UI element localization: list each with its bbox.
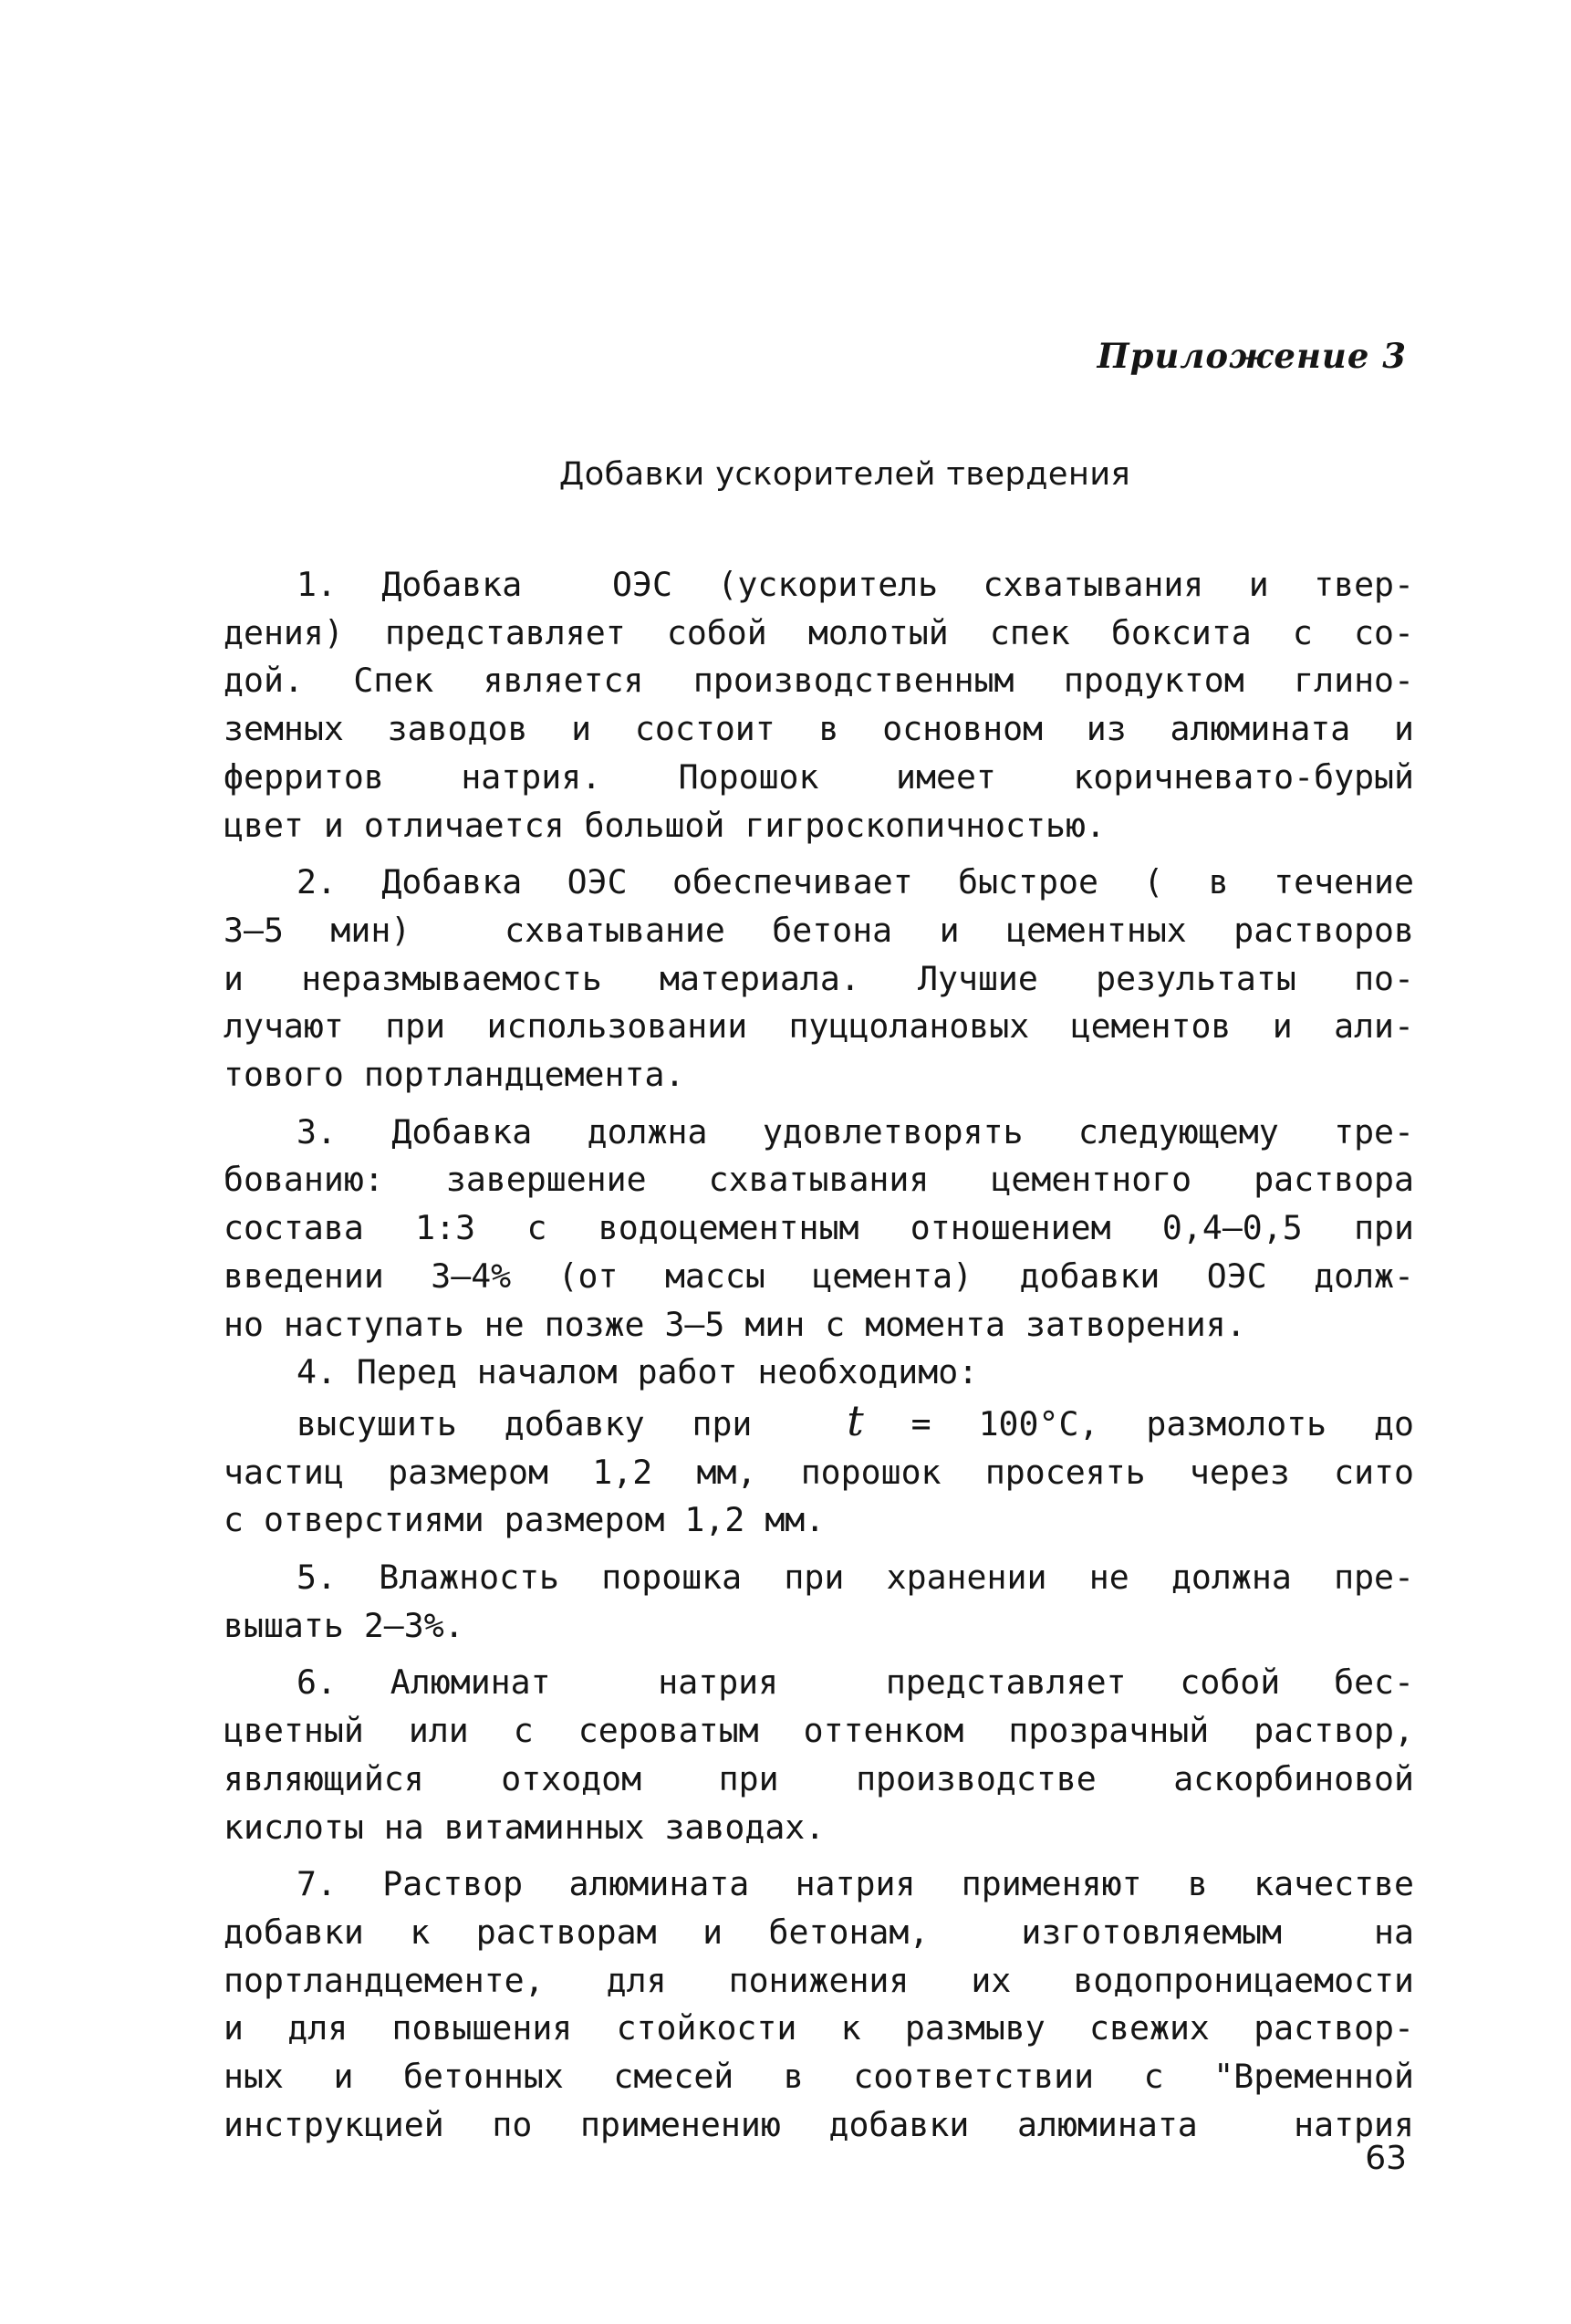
text-line: вышать 2–3%. xyxy=(224,1605,464,1645)
text-line: являющийся отходом при производстве аскорбиновой xyxy=(224,1758,1414,1798)
text-line: цвет и отличается большой гигроскопичностью. xyxy=(224,805,1106,845)
text-line: кислоты на витаминных заводах. xyxy=(224,1807,826,1847)
paragraph-1 xyxy=(224,561,1414,849)
paragraph-3 xyxy=(224,1109,1414,1350)
text-line: 5. Влажность порошка при хранении не должна пре- xyxy=(297,1558,1414,1598)
text-line: 2. Добавка ОЭС обеспечивает быстрое ( в течение xyxy=(297,862,1414,902)
paragraph-4 xyxy=(224,1349,1414,1397)
text-line: и для повышения стойкости к размыву свежих раствор- xyxy=(224,2008,1414,2048)
text-line: частиц размером 1,2 мм, порошок просеять через сито xyxy=(224,1452,1414,1492)
text-line: состава 1:3 с водоцементным отношением 0,4–0,5 при xyxy=(224,1208,1414,1248)
text-line: добавки к растворам и бетонам, изготовляемым на xyxy=(224,1912,1414,1952)
text-line: 4. Перед началом работ необходимо: xyxy=(297,1352,979,1392)
document-title: Добавки ускорителей твердения xyxy=(558,456,1131,493)
text-line: ных и бетонных смесей в соответствии с "Временной xyxy=(224,2057,1414,2097)
paragraph-7 xyxy=(224,1860,1414,2149)
text-line: введении 3–4% (от массы цемента) добавки ОЭС долж- xyxy=(224,1256,1414,1296)
text-line: 7. Раствор алюмината натрия применяют в качестве xyxy=(297,1864,1414,1904)
text-line: 1. Добавка ОЭС (ускоритель схватывания и твер- xyxy=(297,565,1414,604)
text-line: и неразмываемость материала. Лучшие результаты по- xyxy=(224,958,1414,998)
paragraph-6 xyxy=(224,1659,1414,1851)
text-line: но наступать не позже 3–5 мин с момента затворения. xyxy=(224,1304,1246,1344)
text-line: тового портландцемента. xyxy=(224,1055,685,1095)
text-line: 6. Алюминат натрия представляет собой бес- xyxy=(297,1662,1414,1703)
text-line: 3–5 мин) схватывание бетона и цементных растворов xyxy=(224,910,1414,950)
text-line: инструкцией по применению добавки алюмината натрия xyxy=(224,2104,1414,2144)
paragraph-2 xyxy=(224,859,1414,1099)
paragraph-5 xyxy=(224,1554,1414,1650)
text-line: с отверстиями размером 1,2 мм. xyxy=(224,1500,826,1540)
text-line: 3. Добавка должна удовлетворять следующему тре- xyxy=(297,1111,1414,1152)
text-line: лучают при использовании пуццолановых цементов и али- xyxy=(224,1006,1414,1047)
formula-line xyxy=(224,1397,1414,1449)
paragraph-4-instructions xyxy=(224,1397,1414,1545)
text-line: ферритов натрия. Порошок имеет коричневато-бурый xyxy=(224,756,1414,797)
document-body xyxy=(224,561,1414,2150)
appendix-label: Приложение 3 xyxy=(1097,336,1407,376)
text-line: бованию: завершение схватывания цементного раствора xyxy=(224,1160,1414,1200)
text-line: дения) представляет собой молотый спек боксита с со- xyxy=(224,612,1414,652)
text-line: цветный или с сероватым оттенком прозрачный раствор, xyxy=(224,1711,1414,1751)
text-line: портландцементе, для понижения их водопроницаемости xyxy=(224,1960,1414,2000)
text-line: дой. Спек является производственным продуктом глино- xyxy=(224,661,1414,701)
page-number: 63 xyxy=(1365,2140,1407,2177)
temperature-symbol: t xyxy=(847,1396,864,1445)
text-line: земных заводов и состоит в основном из алюмината и xyxy=(224,709,1414,749)
formula-line-after: = 100°С, размолоть до xyxy=(863,1403,1414,1443)
formula-line-before: высушить добавку при xyxy=(297,1403,848,1443)
